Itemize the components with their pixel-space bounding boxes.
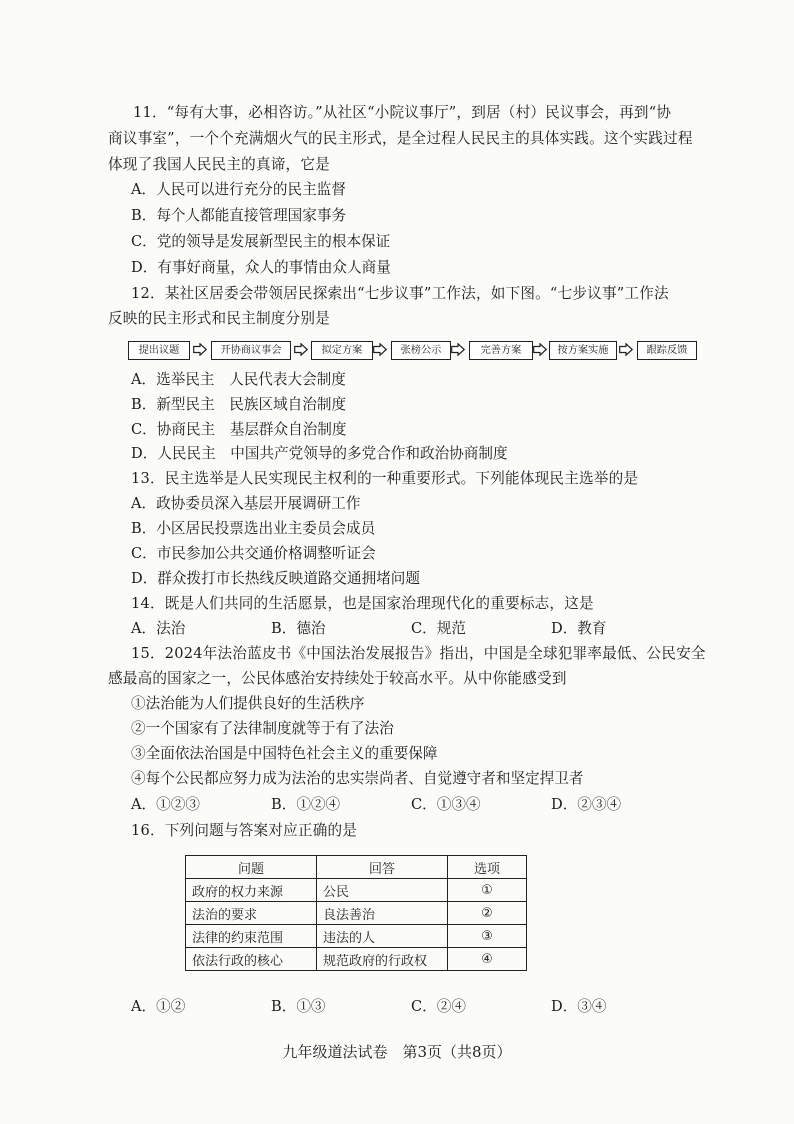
q15-stem-line-2: 感最高的国家之一，公民体感治安持续处于较高水平。从中你能感受到 [108,670,567,687]
q12-option-d[interactable]: D．人民民主 中国共产党领导的多党合作和政治协商制度 [131,445,508,462]
table-row [186,879,527,902]
flow-step-3: 拟定方案 [311,341,373,360]
table-cell-answer: 违法的人 [317,925,448,948]
q14-options [131,619,631,639]
q11-option-b[interactable]: B．每个人都能直接管理国家事务 [131,207,347,224]
q15-option-b[interactable]: B．①②④ [271,796,341,813]
q12-option-b[interactable]: B．新型民主 民族区域自治制度 [131,396,347,413]
q15-option-a[interactable]: A．①②③ [131,796,200,813]
table-header-answer: 回答 [317,856,448,879]
q14-option-c[interactable]: C．规范 [411,620,466,637]
flow-step-6: 按方案实施 [549,341,617,360]
table-header-row [186,856,527,879]
table-header-option: 选项 [448,856,527,879]
q15-options [131,795,671,815]
seven-step-flow-diagram [128,339,696,363]
flow-arrow-icon [619,343,633,356]
q16-option-b[interactable]: B．①③ [271,998,326,1015]
q12-stem-line-1: 12．某社区居委会带领居民探索出“七步议事”工作法，如下图。“七步议事”工作法 [131,285,669,302]
q14-option-d[interactable]: D．教育 [551,620,607,637]
q15-item-2: ②一个国家有了法律制度就等于有了法治 [131,720,394,737]
table-cell-answer: 公民 [317,879,448,902]
flow-arrow-icon [373,343,387,356]
flow-step-1: 提出议题 [128,341,190,360]
q13-option-d[interactable]: D．群众拨打市长热线反映道路交通拥堵问题 [131,570,420,587]
flow-step-2: 开协商议事会 [211,341,291,360]
q14-stem: 14．既是人们共同的生活愿景，也是国家治理现代化的重要标志，这是 [131,595,594,612]
q12-option-c[interactable]: C．协商民主 基层群众自治制度 [131,421,347,438]
q11-stem-line-1: 11．“每有大事，必相咨访。”从社区“小院议事厅”，到居（村）民议事会，再到“协 [133,104,672,121]
q11-option-c[interactable]: C．党的领导是发展新型民主的根本保证 [131,233,391,250]
q16-answer-table [185,855,527,971]
q13-option-c[interactable]: C．市民参加公共交通价格调整听证会 [131,545,376,562]
flow-step-7: 跟踪反馈 [637,341,697,360]
q15-item-1: ①法治能为人们提供良好的生活秩序 [131,695,365,712]
page-footer: 九年级道法试卷 第3页（共8页） [282,1043,512,1061]
q16-options [131,997,671,1017]
q13-option-a[interactable]: A．政协委员深入基层开展调研工作 [131,495,361,512]
q11-option-d[interactable]: D．有事好商量，众人的事情由众人商量 [131,259,391,276]
q13-option-b[interactable]: B．小区居民投票选出业主委员会成员 [131,520,376,537]
q12-stem-line-2: 反映的民主形式和民主制度分别是 [108,310,330,327]
flow-step-4: 张榜公示 [391,341,451,360]
q11-stem-line-2: 商议事室”，一个个充满烟火气的民主形式，是全过程人民民主的具体实践。这个实践过程 [108,130,693,147]
q16-stem: 16．下列问题与答案对应正确的是 [131,822,358,839]
table-row [186,902,527,925]
table-cell-question: 法治的要求 [186,902,317,925]
table-cell-answer: 良法善治 [317,902,448,925]
table-row [186,925,527,948]
q14-option-b[interactable]: B．德治 [271,620,326,637]
table-cell-option: ② [448,902,527,925]
table-cell-question: 依法行政的核心 [186,948,317,971]
q15-option-d[interactable]: D．②③④ [551,796,622,813]
flow-arrow-icon [294,343,308,356]
q15-option-c[interactable]: C．①③④ [411,796,481,813]
flow-step-5: 完善方案 [469,341,533,360]
table-cell-question: 政府的权力来源 [186,879,317,902]
q16-option-c[interactable]: C．②④ [411,998,466,1015]
q15-item-4: ④每个公民都应努力成为法治的忠实崇尚者、自觉遵守者和坚定捍卫者 [131,770,584,787]
table-row [186,948,527,971]
flow-arrow-icon [451,343,465,356]
table-cell-question: 法律的约束范围 [186,925,317,948]
table-cell-answer: 规范政府的行政权 [317,948,448,971]
q16-option-d[interactable]: D．③④ [551,998,607,1015]
table-header-question: 问题 [186,856,317,879]
flow-arrow-icon [533,343,547,356]
q16-option-a[interactable]: A．①② [131,998,186,1015]
q15-item-3: ③全面依法治国是中国特色社会主义的重要保障 [131,745,438,762]
q13-stem: 13．民主选举是人民实现民主权利的一种重要形式。下列能体现民主选举的是 [131,470,639,487]
q14-option-a[interactable]: A．法治 [131,620,186,637]
q12-option-a[interactable]: A．选举民主 人民代表大会制度 [131,371,346,388]
flow-arrow-icon [193,343,207,356]
q15-stem-line-1: 15．2024年法治蓝皮书《中国法治发展报告》指出，中国是全球犯罪率最低、公民安全 [131,645,706,662]
table-cell-option: ③ [448,925,527,948]
table-cell-option: ④ [448,948,527,971]
q11-option-a[interactable]: A．人民可以进行充分的民主监督 [131,181,346,198]
q11-stem-line-3: 体现了我国人民民主的真谛，它是 [108,156,330,173]
table-cell-option: ① [448,879,527,902]
